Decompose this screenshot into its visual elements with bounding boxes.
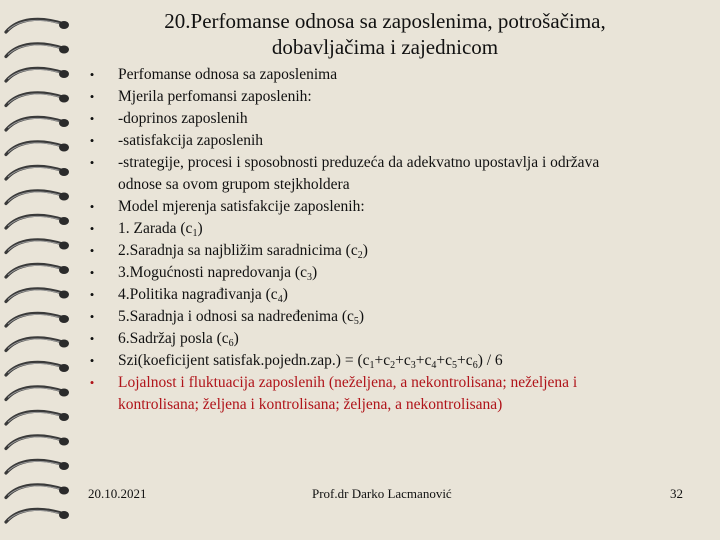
- bullet-icon: •: [89, 155, 95, 170]
- bullet-icon: •: [89, 89, 95, 104]
- list-item: • 4.Politika nagrađivanja $(c_4)$: [86, 284, 706, 306]
- spiral-hole: [59, 315, 69, 323]
- page-number: 32: [670, 486, 683, 501]
- bullet-icon: •: [89, 111, 95, 126]
- spiral-hole: [59, 487, 69, 495]
- spiral-binding-decoration: [0, 0, 80, 540]
- spiral-hole: [59, 438, 69, 446]
- bullet-icon: •: [89, 287, 95, 302]
- spiral-hole: [59, 462, 69, 470]
- list-item: • 5.Saradnja i odnosi sa nadređenima $(c_5)$: [86, 306, 706, 328]
- bullet-icon: •: [89, 199, 95, 214]
- spiral-hole: [59, 413, 69, 421]
- title-line-2: dobavljačima i zajednicom: [271, 35, 499, 59]
- spiral-hole: [59, 193, 69, 201]
- spiral-hole: [59, 95, 69, 103]
- spiral-hole: [59, 217, 69, 225]
- list-item: • Model mjerenja satisfakcije zaposlenih:: [86, 196, 706, 218]
- bullet-icon: •: [89, 243, 95, 258]
- spiral-hole: [59, 291, 69, 299]
- spiral-hole: [59, 70, 69, 78]
- bullet-icon: •: [89, 353, 95, 368]
- list-item: • -satisfakcija zaposlenih: [86, 130, 706, 152]
- spiral-hole: [59, 168, 69, 176]
- list-item: • Lojalnost i fluktuacija zaposlenih (neželjena, a nekontrolisana; neželjena i kontrolisana; željena i kontrolisana; željena, a nekontrolisana): [86, 372, 706, 416]
- spiral-hole: [59, 511, 69, 519]
- bullet-icon: •: [89, 221, 95, 236]
- footer-author: Prof.dr Darko Lacmanović: [312, 486, 452, 501]
- list-item: • Mjerila perfomansi zaposlenih:: [86, 86, 706, 108]
- bullet-icon: •: [89, 331, 95, 346]
- list-item: • 6.Sadržaj posla $(c_6)$: [86, 328, 706, 350]
- list-item: • Szi(koeficijent satisfak.pojedn.zap.) = $(c_1+c_2+c_3+c_4+c_5+c_6) / 6$: [86, 350, 706, 372]
- spiral-hole: [59, 266, 69, 274]
- spiral-hole: [59, 389, 69, 397]
- bullet-icon: •: [89, 375, 95, 390]
- spiral-hole: [59, 364, 69, 372]
- bullet-icon: •: [89, 265, 95, 280]
- footer-date: 20.10.2021: [88, 486, 147, 501]
- list-item: • 2.Saradnja sa najbližim saradnicima $(c_2)$: [86, 240, 706, 262]
- bullet-icon: •: [89, 133, 95, 148]
- title-line-1: 20.Perfomanse odnosa sa zaposlenima, potrošačima,: [164, 9, 606, 33]
- bullet-list: [86, 64, 706, 416]
- spiral-hole: [59, 242, 69, 250]
- bullet-icon: •: [89, 67, 95, 82]
- spiral-hole: [59, 144, 69, 152]
- slide-title: [90, 8, 680, 60]
- list-item: • 1. Zarada $(c_1)$: [86, 218, 706, 240]
- spiral-hole: [59, 119, 69, 127]
- spiral-hole: [59, 46, 69, 54]
- list-item: • Perfomanse odnosa sa zaposlenima: [86, 64, 706, 86]
- spiral-hole: [59, 21, 69, 29]
- spiral-hole: [59, 340, 69, 348]
- list-item: • 3.Mogućnosti napredovanja $(c_3)$: [86, 262, 706, 284]
- list-item: • -strategije, procesi i sposobnosti preduzeća da adekvatno upostavlja i održava odnose sa ovom grupom stejkholdera: [86, 152, 706, 196]
- list-item: • -doprinos zaposlenih: [86, 108, 706, 130]
- bullet-icon: •: [89, 309, 95, 324]
